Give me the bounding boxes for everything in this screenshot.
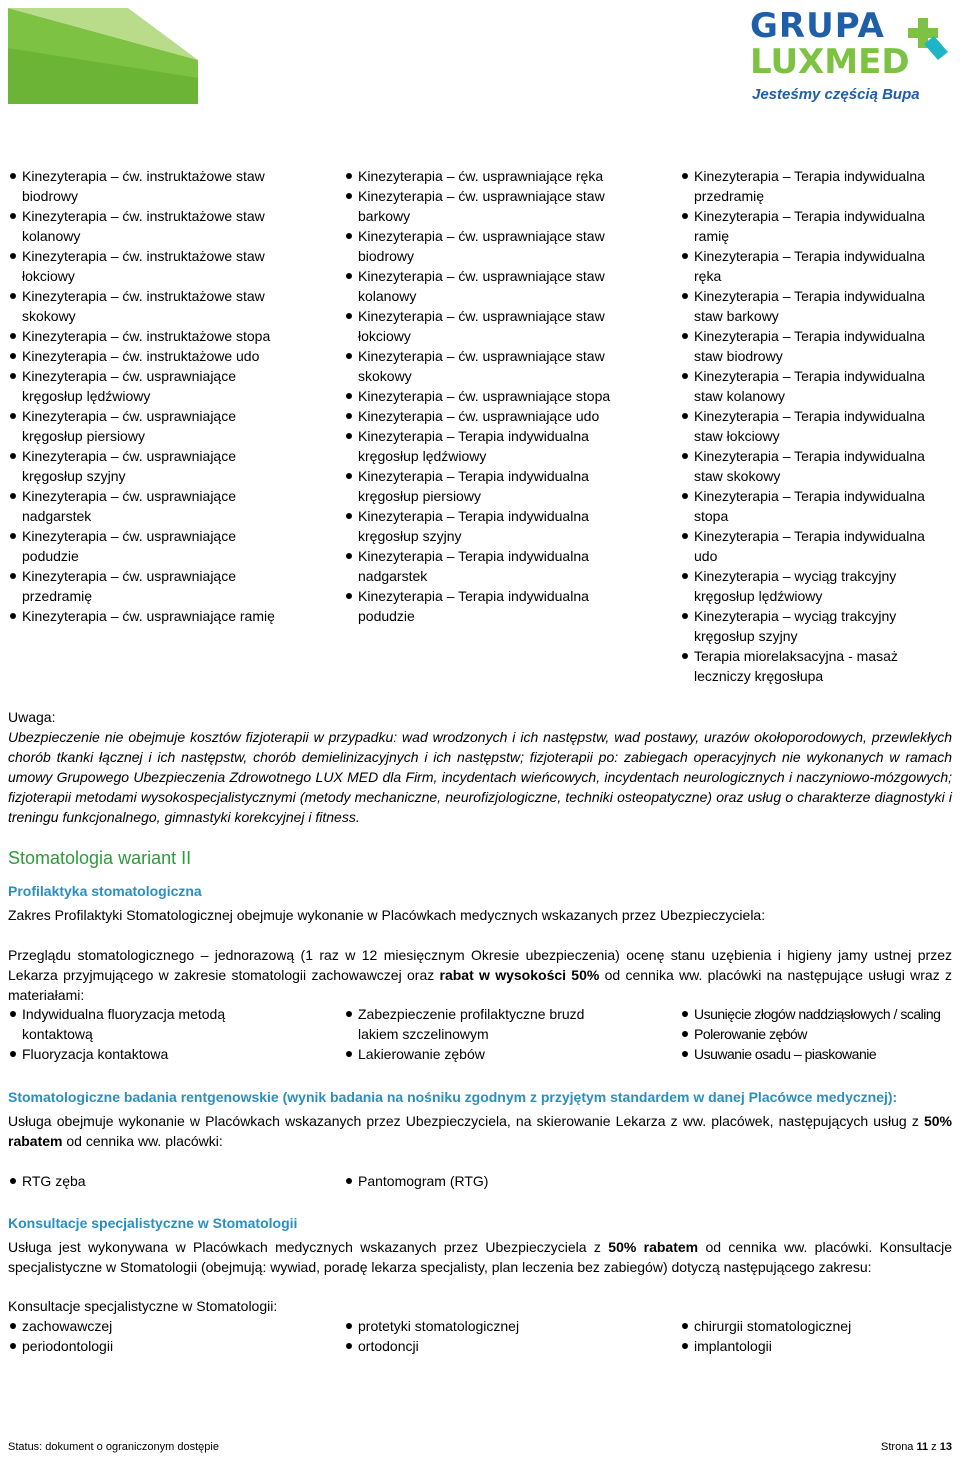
consultation-item: periodontologii [8,1336,258,1356]
service-column-2 [344,166,628,626]
xray-paragraph [8,1111,952,1151]
service-list-item: Kinezyterapia – ćw. usprawniające stopa [344,386,628,406]
service-list-item: Kinezyterapia – ćw. usprawniające udo [344,406,628,426]
prophylaxis-item: Usunięcie złogów naddziąsłowych / scaling [680,1004,960,1024]
xray-item: Pantomogram (RTG) [344,1171,604,1191]
service-list-1 [8,166,292,626]
prophylaxis-list-2 [344,1004,604,1064]
service-list-item: Kinezyterapia – ćw. instruktażowe stopa [8,326,292,346]
service-list-item: Kinezyterapia – ćw. usprawniające kręgosłup szyjny [8,446,292,486]
prophylaxis-item: Lakierowanie zębów [344,1044,604,1064]
service-column-3 [680,166,948,686]
xray-list-1 [8,1171,258,1191]
prophylaxis-list-3 [680,1004,960,1064]
heading-consultations: Konsultacje specjalistyczne w Stomatologii [8,1215,298,1231]
prophylaxis-item: Usuwanie osadu – piaskowanie [680,1044,960,1064]
consult-list-3 [680,1316,960,1356]
service-list-item: Kinezyterapia – ćw. usprawniające ramię [8,606,292,626]
service-list-item: Kinezyterapia – ćw. instruktażowe staw łokciowy [8,246,292,286]
service-list-item: Kinezyterapia – ćw. usprawniające staw biodrowy [344,226,628,266]
consult-paragraph [8,1237,952,1277]
service-list-item: Kinezyterapia – ćw. instruktażowe staw kolanowy [8,206,292,246]
prophylaxis-text-a: Przeglądu stomatologicznego – jednorazową (1 raz w 12 miesięcznym Okresie ubezpieczenia) ocenę stanu uzębienia i higieny jamy ustnej przez Lekarza przyjmującego w zakresie stomatologii zachowawczej oraz [8,947,952,983]
xray-text-b: od cennika ww. placówki: [62,1133,223,1149]
service-list-item: Kinezyterapia – Terapia indywidualna staw kolanowy [680,366,948,406]
service-list-item: Kinezyterapia – Terapia indywidualna staw barkowy [680,286,948,326]
service-list-item: Kinezyterapia – Terapia indywidualna ramię [680,206,948,246]
section-title-dental: Stomatologia wariant II [8,848,192,868]
prophylaxis-item: Indywidualna fluoryzacja metodą kontaktową [8,1004,258,1044]
service-list-item: Kinezyterapia – Terapia indywidualna kręgosłup szyjny [344,506,628,546]
service-list-item: Terapia miorelaksacyjna - masaż leczniczy kręgosłupa [680,646,948,686]
service-list-3 [680,166,948,686]
service-list-item: Kinezyterapia – ćw. usprawniające staw kolanowy [344,266,628,306]
logo-text-luxmed: LUXMED [750,42,910,82]
service-list-2 [344,166,628,626]
service-list-item: Kinezyterapia – ćw. usprawniające przedramię [8,566,292,606]
consult-list-1 [8,1316,258,1356]
consultation-item: ortodoncji [344,1336,604,1356]
page-prefix: Strona [881,1441,917,1453]
service-list-item: Kinezyterapia – ćw. usprawniające staw barkowy [344,186,628,226]
service-list-item: Kinezyterapia – Terapia indywidualna podudzie [344,586,628,626]
exclusion-note [8,707,952,827]
service-list-item: Kinezyterapia – Terapia indywidualna staw skokowy [680,446,948,486]
green-banner-logo [8,8,198,104]
service-list-item: Kinezyterapia – ćw. usprawniające staw łokciowy [344,306,628,346]
xray-list-2 [344,1171,604,1191]
logo-text-grupa: GRUPA [750,6,885,46]
consult-list-label: Konsultacje specjalistyczne w Stomatologii: [8,1298,278,1314]
service-column-1 [8,166,292,626]
service-list-item: Kinezyterapia – Terapia indywidualna nadgarstek [344,546,628,586]
xray-text-a: Usługa obejmuje wykonanie w Placówkach wskazanych przez Ubezpieczyciela, na skierowanie Lekarza z ww. placówek, następujących usług z [8,1113,924,1129]
footer-page-number [881,1441,952,1453]
prophylaxis-list-1 [8,1004,258,1064]
service-list-item: Kinezyterapia – ćw. usprawniające kręgosłup lędźwiowy [8,366,292,406]
consult-discount: 50% rabatem [608,1239,699,1255]
footer-status: Status: dokument o ograniczonym dostępie [8,1441,219,1453]
note-label: Uwaga: [8,709,56,725]
prophylaxis-intro: Zakres Profilaktyki Stomatologicznej obejmuje wykonanie w Placówkach medycznych wskazanych przez Ubezpieczyciela: [8,907,766,923]
consultation-item: zachowawczej [8,1316,258,1336]
service-list-item: Kinezyterapia – wyciąg trakcyjny kręgosłup szyjny [680,606,948,646]
service-list-item: Kinezyterapia – ćw. instruktażowe staw biodrowy [8,166,292,206]
service-list-item: Kinezyterapia – ćw. usprawniające ręka [344,166,628,186]
service-list-item: Kinezyterapia – ćw. instruktażowe staw skokowy [8,286,292,326]
prophylaxis-item: Fluoryzacja kontaktowa [8,1044,258,1064]
heading-prophylaxis: Profilaktyka stomatologiczna [8,883,202,899]
prophylaxis-item: Zabezpieczenie profilaktyczne bruzd lakiem szczelinowym [344,1004,604,1044]
logo-tagline: Jesteśmy częścią Bupa [752,86,920,103]
service-list-item: Kinezyterapia – Terapia indywidualna ręka [680,246,948,286]
service-list-item: Kinezyterapia – ćw. usprawniające staw skokowy [344,346,628,386]
prophylaxis-item: Polerowanie zębów [680,1024,960,1044]
service-list-item: Kinezyterapia – Terapia indywidualna przedramię [680,166,948,206]
service-list-item: Kinezyterapia – wyciąg trakcyjny kręgosłup lędźwiowy [680,566,948,606]
service-list-item: Kinezyterapia – Terapia indywidualna kręgosłup piersiowy [344,466,628,506]
prophylaxis-text-b: od cennika ww. placówki na następujące usługi wraz z materiałami: [8,967,952,1003]
consultation-item: chirurgii stomatologicznej [680,1316,960,1336]
consultation-item: implantologii [680,1336,960,1356]
heading-xray: Stomatologiczne badania rentgenowskie (wynik badania na nośniku zgodnym z przyjętym standardem w danej Placówce medycznej): [8,1089,898,1105]
consult-list-2 [344,1316,604,1356]
service-list-item: Kinezyterapia – ćw. instruktażowe udo [8,346,292,366]
xray-discount: 50% rabatem [8,1113,952,1149]
service-list-item: Kinezyterapia – Terapia indywidualna staw biodrowy [680,326,948,366]
page-current: 11 [916,1441,929,1453]
xray-item: RTG zęba [8,1171,258,1191]
consult-text-b: od cennika ww. placówki. Konsultacje specjalistyczne w Stomatologii (obejmują: wywiad, poradę lekarza specjalisty, plan leczenia bez zabiegów) dotyczą następującego zakresu: [8,1239,952,1275]
note-text: Ubezpieczenie nie obejmuje kosztów fizjoterapii w przypadku: wad wrodzonych i ich następstw, wad postawy, urazów okołoporodowych, przewlekłych chorób tkanki łącznej i ich następstw, chorób demielinizacyjnych i ich następstw; fizjoterapii po: zabiegach operacyjnych nie wykonanych w ramach umowy Grupowego Ubezpieczenia Zdrowotnego LUX MED dla Firm, incydentach wieńcowych, incydentach neurologicznych i naczyniowo-mózgowych; fizjoterapii metodami wysokospecjalistycznymi (metody mechaniczne, neurofizjologiczne, techniki osteopatyczne) oraz usług o charakterze diagnostyki i treningu funkcjonalnego, gimnastyki korekcyjnej i fitness. [8,729,952,825]
page-total: 13 [939,1441,952,1453]
service-list-item: Kinezyterapia – Terapia indywidualna kręgosłup lędźwiowy [344,426,628,466]
service-list-item: Kinezyterapia – ćw. usprawniające podudzie [8,526,292,566]
prophylaxis-paragraph [8,945,952,1005]
service-list-item: Kinezyterapia – Terapia indywidualna staw łokciowy [680,406,948,446]
consultation-item: protetyki stomatologicznej [344,1316,604,1336]
service-list-item: Kinezyterapia – Terapia indywidualna stopa [680,486,948,526]
service-list-item: Kinezyterapia – Terapia indywidualna udo [680,526,948,566]
consult-text-a: Usługa jest wykonywana w Placówkach medycznych wskazanych przez Ubezpieczyciela z [8,1239,609,1255]
service-list-item: Kinezyterapia – ćw. usprawniające nadgarstek [8,486,292,526]
page-sep: z [928,1441,940,1453]
luxmed-logo [748,6,954,106]
service-list-item: Kinezyterapia – ćw. usprawniające kręgosłup piersiowy [8,406,292,446]
prophylaxis-discount: rabat w wysokości 50% [439,967,600,983]
